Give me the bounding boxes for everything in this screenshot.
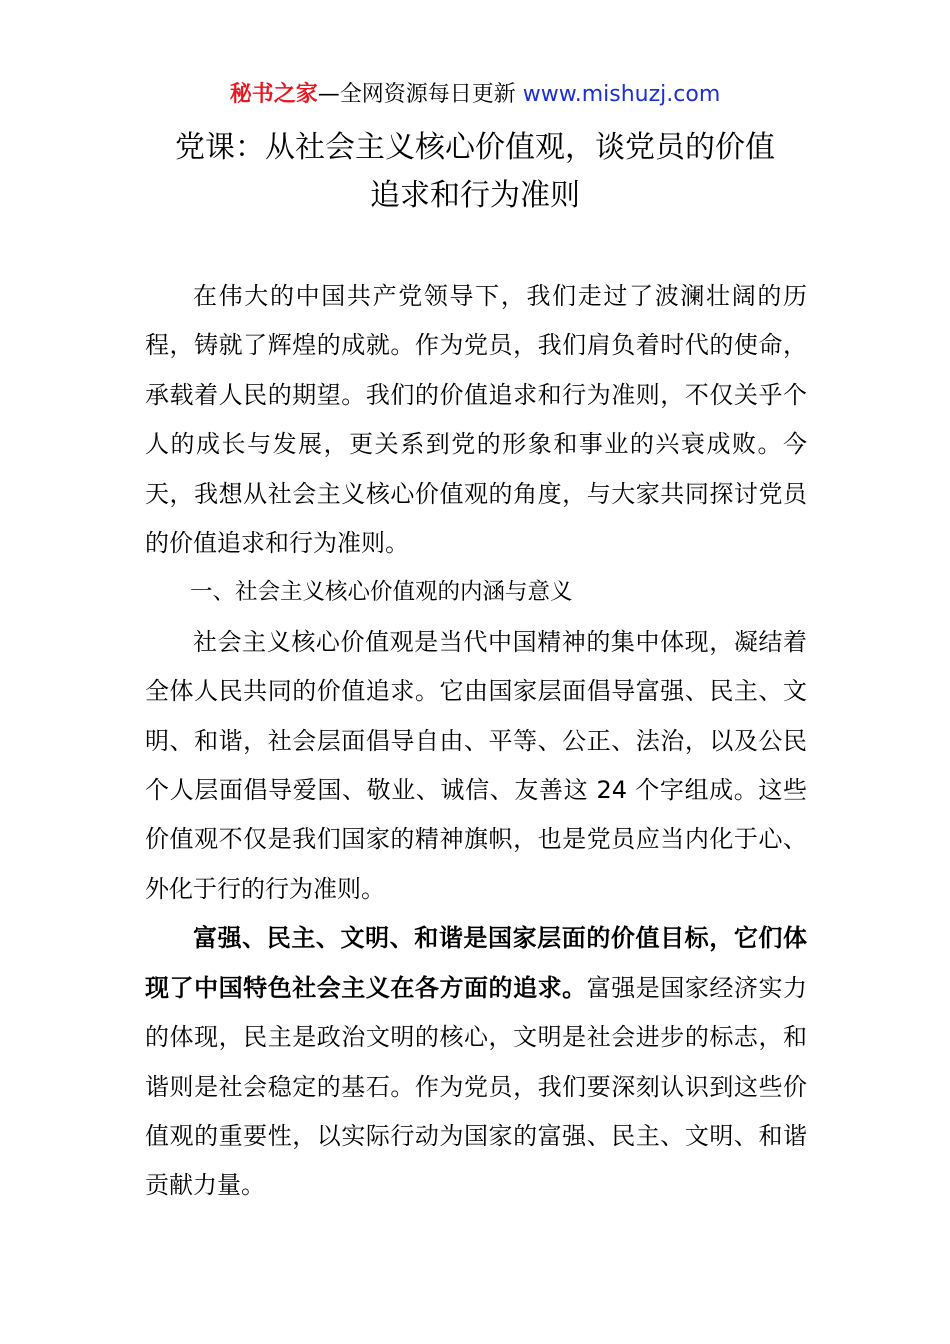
header-tagline: 全网资源每日更新 — [339, 82, 523, 107]
site-url-link[interactable]: www.mishuzj.com — [522, 82, 721, 107]
paragraph-text: 社会主义核心价值观是当代中国精神的集中体现，凝结着全体人民共同的价值追求。它由国家层面倡导富强、民主、文明、和谐，社会层面倡导自由、平等、公正、法治，以及公民个人层面倡导爱国、敬业、诚信、友善这 24 个字组成。这些价值观不仅是我们国家的精神旗帜，也是党员应当内化于心、外化于行的行为准则。 — [145, 627, 807, 903]
paragraph-text: 富强是国家经济实力的体现，民主是政治文明的核心，文明是社会进步的标志，和谐则是社会稳定的基石。作为党员，我们要深刻认识到这些价值观的重要性，以实际行动为国家的富强、民主、文明、和谐贡献力量。 — [145, 973, 808, 1200]
section-heading — [145, 568, 807, 617]
title-line-1: 党课：从社会主义核心价值观，谈党员的价值 — [175, 130, 775, 165]
header-separator: — — [317, 82, 340, 107]
title-line-2: 追求和行为准则 — [370, 178, 580, 213]
document-body — [145, 272, 807, 1211]
paragraph-definition — [145, 618, 807, 914]
paragraph-intro — [145, 272, 807, 568]
site-header — [0, 80, 950, 110]
document-title — [145, 124, 805, 220]
paragraph-national-values — [145, 914, 807, 1210]
section-heading-text: 一、社会主义核心价值观的内涵与意义 — [190, 579, 573, 606]
paragraph-bold-lead: 富强、民主、文明、和谐是国家层面的价值目标，它们体现了中国特色社会主义在各方面的追求。 — [145, 924, 807, 1002]
site-brand: 秘书之家 — [229, 82, 318, 107]
paragraph-text: 在伟大的中国共产党领导下，我们走过了波澜壮阔的历程，铸就了辉煌的成就。作为党员，我们肩负着时代的使命，承载着人民的期望。我们的价值追求和行为准则，不仅关乎个人的成长与发展，更关系到党的形象和事业的兴衰成败。今天，我想从社会主义核心价值观的角度，与大家共同探讨党员的价值追求和行为准则。 — [145, 282, 807, 558]
